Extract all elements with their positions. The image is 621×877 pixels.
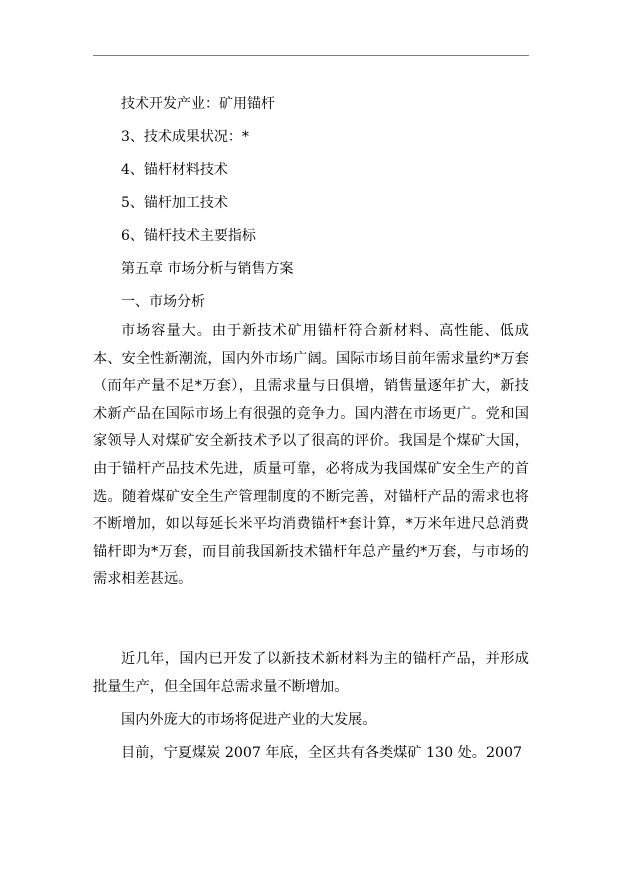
outline-item: 6、锚杆技术主要指标 [121, 228, 256, 244]
section-heading: 一、市场分析 [121, 294, 205, 310]
paragraph: 目前，宁夏煤炭 2007 年底，全区共有各类煤矿 130 处。2007 [121, 745, 523, 761]
paragraph: 国内外庞大的市场将促进产业的大发展。 [121, 712, 377, 728]
outline-item: 3、技术成果状况：* [121, 129, 249, 145]
paragraph: 市场容量大。由于新技术矿用锚杆符合新材料、高性能、低成本、安全性新潮流，国内外市场广阔。国际市场目前年需求量约*万套（而年产量不足*万套），且需求量与日俱增，销售量逐年扩大，新技术新产品在国际市场上有很强的竞争力。国内潜在市场更广。党和国家领导人对煤矿安全新技术予以了很高的评价。我国是个煤矿大国，由于锚杆产品技术先进，质量可靠，必将成为我国煤矿安全生产的首选。随着煤矿安全生产管理制度的不断完善，对锚杆产品的需求也将不断增加，如以每延长米平均消费锚杆*套计算，*万米年进尺总消费锚杆即为*万套，而目前我国新技术锚杆年总产量约*万套，与市场的需求相差甚远。 [93, 323, 529, 588]
outline-item: 5、锚杆加工技术 [121, 195, 228, 211]
paragraph: 近几年，国内已开发了以新技术新材料为主的锚杆产品，并形成批量生产，但全国年总需求量不断增加。 [93, 651, 529, 695]
header-rule [93, 55, 529, 56]
outline-item: 技术开发产业：矿用锚杆 [121, 96, 275, 112]
chapter-heading: 第五章 市场分析与销售方案 [121, 261, 294, 277]
outline-item: 4、锚杆材料技术 [121, 162, 228, 178]
